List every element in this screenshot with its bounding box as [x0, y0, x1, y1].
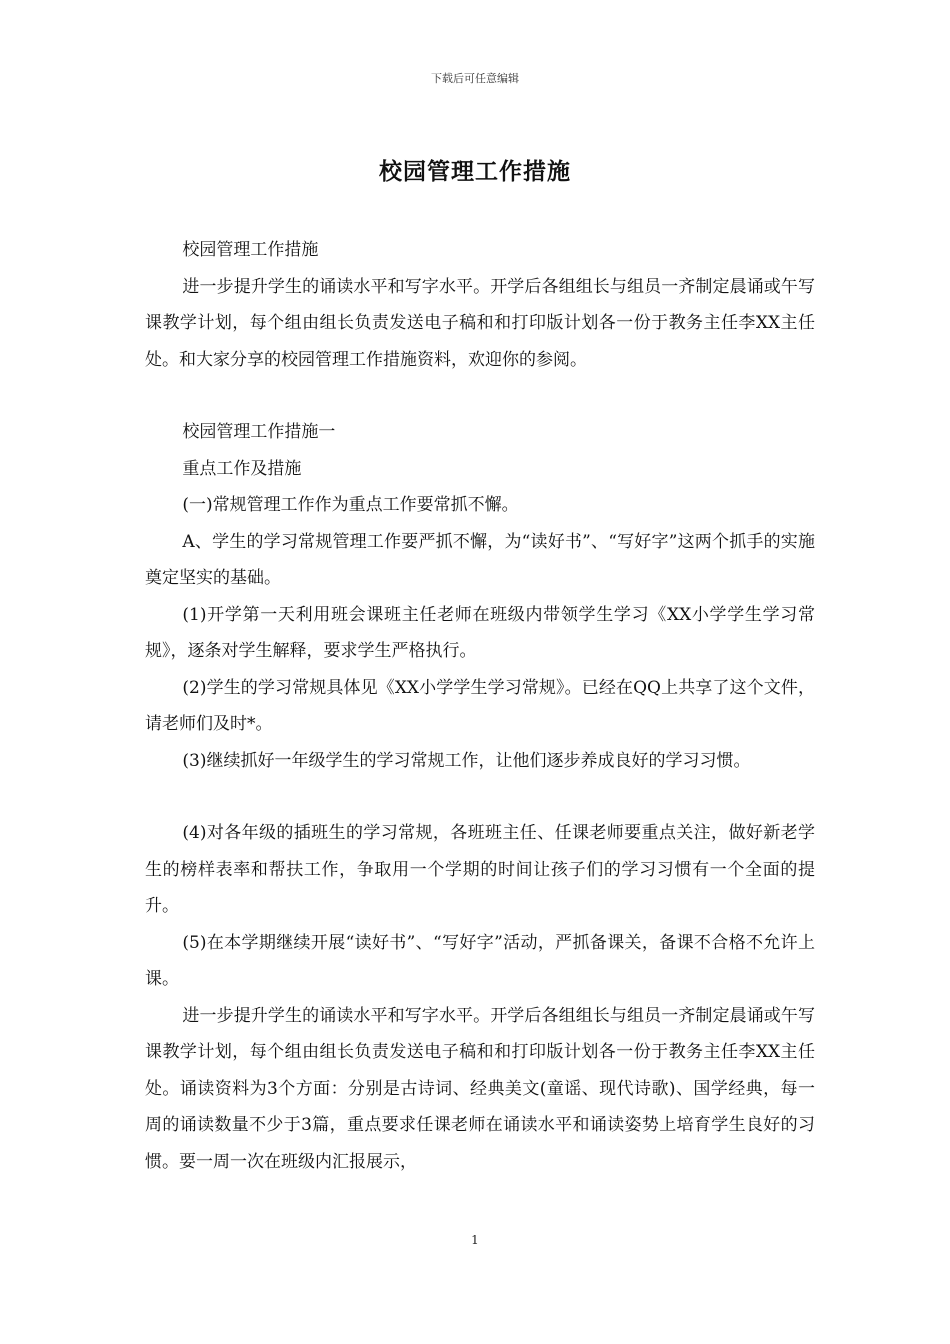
- page-number: 1: [471, 1233, 479, 1247]
- paragraph-item-2: (2)学生的学习常规具体见《XX小学学生学习常规》。已经在QQ上共享了这个文件，请老师们及时*。: [145, 677, 815, 734]
- page-header-note: 下载后可任意编辑: [431, 72, 519, 85]
- paragraph-reading-plan: 进一步提升学生的诵读水平和写字水平。开学后各组组长与组员一齐制定晨诵或午写课教学计划，每个组由组长负责发送电子稿和和打印版计划各一份于教务主任李XX主任处。诵读资料为3个方面：分别是古诗词、经典美文(童谣、现代诗歌)、国学经典，每一周的诵读数量不少于3篇，重点要求任课老师在诵读水平和诵读姿势上培育学生良好的习惯。要一周一次在班级内汇报展示，: [145, 1005, 815, 1172]
- paragraph-item-1: (1)开学第一天利用班会课班主任老师在班级内带领学生学习《XX小学学生学习常规》，逐条对学生解释，要求学生严格执行。: [145, 604, 815, 661]
- paragraph-key-work-heading: 重点工作及措施: [182, 458, 302, 479]
- paragraph-item-3: (3)继续抓好一年级学生的学习常规工作，让他们逐步养成良好的学习习惯。: [182, 750, 751, 771]
- paragraph-intro-heading: 校园管理工作措施: [182, 240, 319, 260]
- document-body: [145, 232, 815, 1180]
- paragraph-section-heading: 校园管理工作措施一: [182, 422, 336, 442]
- paragraph-item-5: (5)在本学期继续开展“读好书”、“写好字”活动，严抓备课关，备课不合格不允许上课。: [145, 932, 815, 989]
- document-title: 校园管理工作措施: [379, 158, 571, 185]
- paragraph-item-routine: (一)常规管理工作作为重点工作要常抓不懈。: [182, 495, 519, 515]
- paragraph-item-4: (4)对各年级的插班生的学习常规，各班班主任、任课老师要重点关注，做好新老学生的榜样表率和帮扶工作，争取用一个学期的时间让孩子们的学习习惯有一个全面的提升。: [145, 823, 815, 916]
- paragraph-intro: 进一步提升学生的诵读水平和写字水平。开学后各组组长与组员一齐制定晨诵或午写课教学计划，每个组由组长负责发送电子稿和和打印版计划各一份于教务主任李XX主任处。和大家分享的校园管理工作措施资料，欢迎你的参阅。: [145, 276, 815, 370]
- paragraph-item-a: A、学生的学习常规管理工作要严抓不懈，为“读好书”、“写好字”这两个抓手的实施奠定坚实的基础。: [145, 531, 815, 588]
